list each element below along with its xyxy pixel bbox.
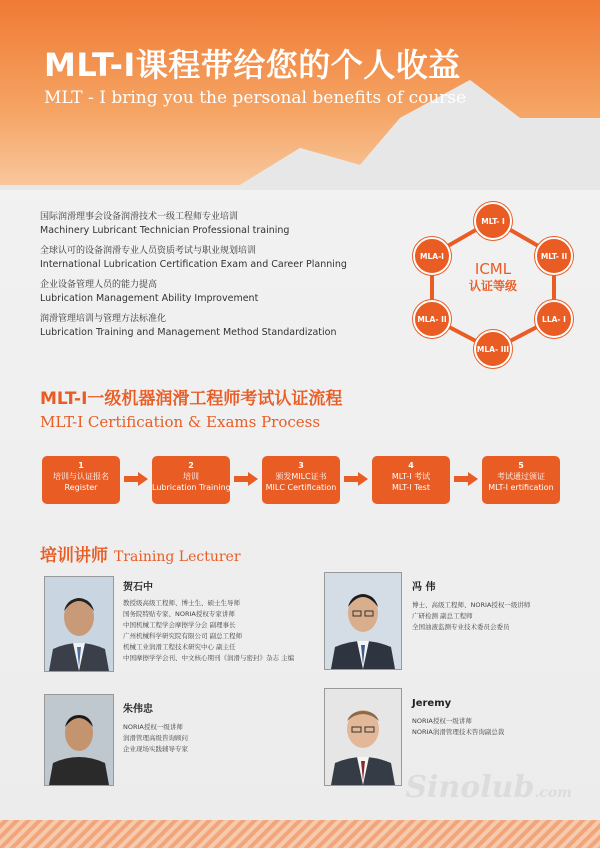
lecturer-photo: [44, 576, 114, 672]
bio-line: 润滑管理高级咨询顾问: [123, 734, 188, 742]
benefit-zh: 全球认可的设备润滑专业人员资质考试与职业规划培训: [40, 246, 257, 256]
benefit-en: Machinery Lubricant Technician Professional training: [40, 225, 290, 236]
level-node-lla1: LLA- I: [535, 300, 573, 338]
bio-line: 广州机械科学研究院有限公司 副总工程师: [123, 632, 243, 640]
lecturer-name: Jeremy: [412, 698, 452, 709]
bio-line: 中国摩擦学学会刊、中文核心期刊《润滑与密封》杂志 主编: [123, 654, 295, 662]
benefit-en: Lubrication Training and Management Method Standardization: [40, 327, 337, 338]
lecturer-photo: [324, 572, 402, 670]
footer-stripe: [0, 812, 600, 848]
bio-line: NORIA润滑管理技术咨询副总裁: [412, 728, 505, 736]
benefit-zh: 国际润滑理事会设备润滑技术一级工程师专业培训: [40, 212, 239, 222]
process-title: MLT-I一级机器润滑工程师考试认证流程: [40, 389, 343, 409]
arrow-right-icon: [344, 472, 368, 486]
lecturer-title-zh: 培训讲师: [40, 546, 108, 566]
process-step: [482, 456, 560, 504]
benefit-item: [40, 211, 380, 238]
step-zh: 考试通过颁证: [497, 472, 545, 481]
step-zh: MLT-I 考试: [391, 472, 431, 481]
bio-line: 国务院特贴专家、NORIA授权专家讲师: [123, 610, 235, 618]
arrow-right-icon: [124, 472, 148, 486]
icml-label: ICML: [474, 260, 512, 278]
step-en: MLT-I Test: [392, 483, 430, 492]
lecturer-name: 朱伟忠: [123, 704, 153, 715]
lecturer-section-title: [40, 541, 241, 566]
step-en: Lubrication Training: [152, 483, 231, 492]
step-number: 2: [188, 461, 194, 470]
lecturer-bio: [123, 722, 188, 755]
process-step: [42, 456, 120, 504]
process-step: [372, 456, 450, 504]
process-step: [262, 456, 340, 504]
icml-center-label: [450, 260, 536, 294]
lecturer-photo: [44, 694, 114, 786]
step-en: Register: [64, 483, 98, 492]
bio-line: NORIA授权一级讲师: [412, 717, 472, 725]
level-node-mlt1: MLT- I: [474, 202, 512, 240]
level-node-mlt2: MLT- II: [535, 237, 573, 275]
process-step: [152, 456, 230, 504]
lecturer-photo: [324, 688, 402, 786]
lecturer-bio: [412, 600, 530, 633]
logo-text: Sinolub: [405, 770, 535, 805]
page-title: MLT-I课程带给您的个人收益: [44, 46, 461, 84]
bio-line: 博士、高级工程师、NORIA授权一级讲师: [412, 601, 531, 609]
lecturer-title-en: Training Lecturer: [114, 549, 241, 565]
benefit-item: [40, 279, 380, 306]
step-en: MILC Certification: [265, 483, 337, 492]
certification-level-label: 认证等级: [468, 279, 517, 293]
lecturer-name: 贺石中: [123, 582, 153, 593]
bio-line: 教授级高级工程师、博士生、硕士生导师: [123, 599, 240, 607]
process-subtitle: MLT-I Certification & Exams Process: [40, 413, 321, 431]
page-subtitle: MLT - I bring you the personal benefits of course: [44, 88, 467, 108]
bio-line: 机械工业润滑工程技术研究中心 副主任: [123, 643, 236, 651]
bio-line: 广研检测 副总工程师: [412, 612, 473, 620]
step-number: 5: [518, 461, 524, 470]
level-node-mla1: MLA-I: [413, 237, 451, 275]
benefit-zh: 润滑管理培训与管理方法标准化: [40, 314, 167, 324]
arrow-right-icon: [234, 472, 258, 486]
bio-line: 企业现场实践辅导专家: [123, 745, 188, 753]
lecturer-bio: [123, 598, 294, 664]
step-number: 4: [408, 461, 414, 470]
bio-line: 全国油液监测专业技术委员会委员: [412, 623, 510, 631]
benefit-en: Lubrication Management Ability Improvement: [40, 293, 259, 304]
benefit-item: [40, 245, 380, 272]
benefits-list: [40, 211, 380, 347]
step-number: 1: [78, 461, 84, 470]
benefit-en: International Lubrication Certification Exam and Career Planning: [40, 259, 347, 270]
level-node-mla3: MLA- III: [474, 330, 512, 368]
step-zh: 培训与认证报名: [53, 472, 109, 481]
process-steps: [0, 456, 600, 506]
icml-level-diagram: [408, 200, 578, 360]
logo-domain: .com: [534, 785, 572, 801]
sinolub-logo: [405, 770, 572, 805]
level-node-mla2: MLA- II: [413, 300, 451, 338]
bio-line: NORIA授权一级讲师: [123, 723, 183, 731]
arrow-right-icon: [454, 472, 478, 486]
benefit-zh: 企业设备管理人员的能力提高: [40, 280, 158, 290]
benefit-item: [40, 313, 380, 340]
step-zh: 培训: [183, 472, 199, 481]
lecturer-bio: [412, 716, 504, 738]
step-number: 3: [298, 461, 304, 470]
step-en: MLT-I ertification: [488, 483, 554, 492]
bio-line: 中国机械工程学会摩擦学分会 副理事长: [123, 621, 236, 629]
step-zh: 颁发MILC证书: [275, 472, 327, 481]
lecturer-name: 冯 伟: [412, 582, 436, 593]
